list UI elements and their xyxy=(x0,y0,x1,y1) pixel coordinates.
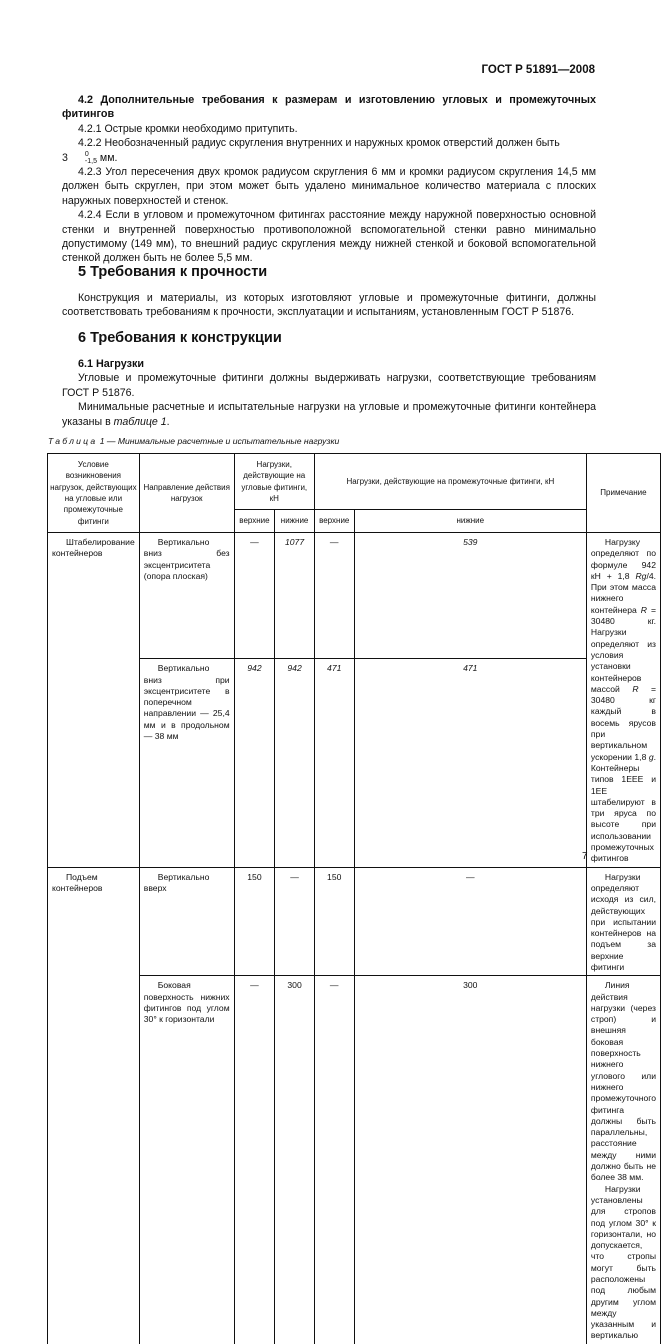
cell-intermediate-upper: — xyxy=(314,976,354,1344)
header-note: Примечание xyxy=(586,454,660,533)
table-row xyxy=(48,533,661,659)
table-row xyxy=(48,976,661,1344)
header-corner: Нагрузки, действующие на угловые фитинги, кН xyxy=(234,454,314,510)
header-corner-upper: верхние xyxy=(234,510,275,533)
cell-note xyxy=(586,533,660,868)
cell-corner-upper: — xyxy=(234,533,275,659)
text: Нагрузку определяют по формуле 942 кН + 1,8 xyxy=(590,537,656,581)
cell-corner-upper: 150 xyxy=(234,867,275,976)
paragraph-4-2-2-text: 4.2.2 Необозначенный радиус скругления внутренних и наружных кромок отверстий должен быть xyxy=(78,137,560,150)
table-reference: таблице 1 xyxy=(113,415,167,428)
section-5 xyxy=(62,291,596,320)
paragraph-6-1-a: Угловые и промежуточные фитинги должны выдерживать нагрузки, соответствующие требованиям ГОСТ Р 51876. xyxy=(62,372,596,399)
tolerance-lower: -1,5 xyxy=(84,157,97,165)
header-intermediate-lower: нижние xyxy=(354,510,586,533)
cell-intermediate-upper: 471 xyxy=(314,659,354,867)
paragraph-4-2-3: 4.2.3 Угол пересечения двух кромок радиусом скругления 6 мм и кромки радиусом скругления 14,5 мм должен быть скруглен, при этом может быть удалено минимальное количество материала с плоских наружных поверхностей и стенок. xyxy=(62,166,596,207)
note-text: Нагрузки определяют исходя из сил, действующих при испытании контейнеров на подъем за верхние фитинги xyxy=(590,871,656,972)
text: . xyxy=(166,415,170,428)
paragraph-4-2-1: 4.2.1 Острые кромки необходимо притупить. xyxy=(78,122,298,135)
caption-text: 1 — Минимальные расчетные и испытательные нагрузки xyxy=(97,436,340,446)
cell-corner-upper: — xyxy=(234,976,275,1344)
text: g xyxy=(648,751,654,762)
section-5-title: 5 Требования к прочности xyxy=(78,264,268,280)
cell-corner-lower: 300 xyxy=(275,976,315,1344)
paragraph-5: Конструкция и материалы, из которых изготовляют угловые и промежуточные фитинги, должны соответствовать требованиям к прочности, эксплуатации и испытаниям, установленным ГОСТ Р 51876. xyxy=(62,292,596,319)
note-text: Линия действия нагрузки (через строп) и внешняя боковая поверхность нижнего углового или нижнего промежуточного фитинга должны быть параллельны, расстояние между ними должно быть не более 38 мм. xyxy=(590,980,656,1183)
text: Rg xyxy=(635,570,647,581)
caption-label: Таблица xyxy=(48,436,98,446)
text: = 30480 кг каждый в восемь ярусов при вертикальном ускорении 1,8 xyxy=(590,683,656,762)
text: = 30480 кг. Нагрузки определяют из условия установки контейнеров массой xyxy=(590,604,656,694)
header-intermediate: Нагрузки, действующие на промежуточные фитинги, кН xyxy=(314,454,586,510)
paragraph-4-2-2 xyxy=(62,136,596,165)
tolerance-unit: мм. xyxy=(96,151,118,164)
tolerance-value: 3 xyxy=(62,151,68,164)
section-4-2 xyxy=(62,93,596,266)
header-condition: Условие возникновения нагрузок, действующих на угловые или промежуточные фитинги xyxy=(48,454,140,533)
section-4-2-title: 4.2 Дополнительные требования к размерам и изготовлению угловых и промежуточных фитингов xyxy=(62,94,596,121)
cell-direction: Вертикально вниз без эксцентриситета (опора плоская) xyxy=(139,533,234,659)
text: . Контейнеры типов 1ЕЕЕ и 1ЕЕ штабелируют в три яруса по высоте при использовании промежуточных фитингов xyxy=(590,751,656,864)
cell-intermediate-upper: — xyxy=(314,533,354,659)
section-6-title: 6 Требования к конструкции xyxy=(78,330,282,346)
section-6 xyxy=(62,357,596,429)
document-id: ГОСТ Р 51891—2008 xyxy=(481,64,595,76)
text: /4. При этом масса нижнего контейнера xyxy=(590,570,656,615)
text: Минимальные расчетные и испытательные нагрузки на угловые и промежуточные фитинги контейнера указаны в xyxy=(62,401,596,428)
cell-note xyxy=(586,867,660,976)
paragraph-6-1-b xyxy=(62,400,596,429)
cell-intermediate-upper: 150 xyxy=(314,867,354,976)
table-caption xyxy=(48,436,339,446)
section-6-1-title: 6.1 Нагрузки xyxy=(78,358,145,370)
text: R xyxy=(640,604,647,615)
cell-corner-lower: 1077 xyxy=(275,533,315,659)
cell-corner-lower: 942 xyxy=(275,659,315,867)
cell-intermediate-lower: 300 xyxy=(354,976,586,1344)
text: R xyxy=(632,683,639,694)
cell-intermediate-lower: 539 xyxy=(354,533,586,659)
cell-direction: Вертикально вверх xyxy=(139,867,234,976)
cell-note xyxy=(586,976,660,1344)
cell-direction: Вертикально вниз при эксцентриситете в поперечном направлении — 25,4 мм и в продольном — 38 мм xyxy=(139,659,234,867)
note-text: Нагрузки установлены для стропов под углом 30° к горизонтали, но допускается, что стропы могут быть расположены под любым другим углом между указанным и вертикалью xyxy=(590,1183,656,1341)
cell-intermediate-lower: — xyxy=(354,867,586,976)
cell-condition: Подъем контейнеров xyxy=(48,867,140,1344)
table-row xyxy=(48,659,661,867)
header-direction: Направление действия нагрузок xyxy=(139,454,234,533)
cell-corner-lower: — xyxy=(275,867,315,976)
header-intermediate-upper: верхние xyxy=(314,510,354,533)
header-corner-lower: нижние xyxy=(275,510,315,533)
paragraph-4-2-4: 4.2.4 Если в угловом и промежуточном фитингах расстояние между наружной поверхностью основной стенки и внутренней поверхностью противоположной вспомогательной стенки равно минимально допустимому (149 мм), то внешний радиус скругления между нижней стенкой и боковой вспомогательной стенкой должен быть не более 5,5 мм. xyxy=(62,209,596,265)
cell-intermediate-lower: 471 xyxy=(354,659,586,867)
cell-condition: Штабелирование контейнеров xyxy=(48,533,140,868)
cell-corner-upper: 942 xyxy=(234,659,275,867)
table-row xyxy=(48,867,661,976)
page-number: 7 xyxy=(582,851,588,862)
cell-direction: Боковая поверхность нижних фитингов под углом 30° к горизонтали xyxy=(139,976,234,1344)
loads-table xyxy=(47,453,661,1344)
tolerance-upper: 0 xyxy=(84,150,89,158)
